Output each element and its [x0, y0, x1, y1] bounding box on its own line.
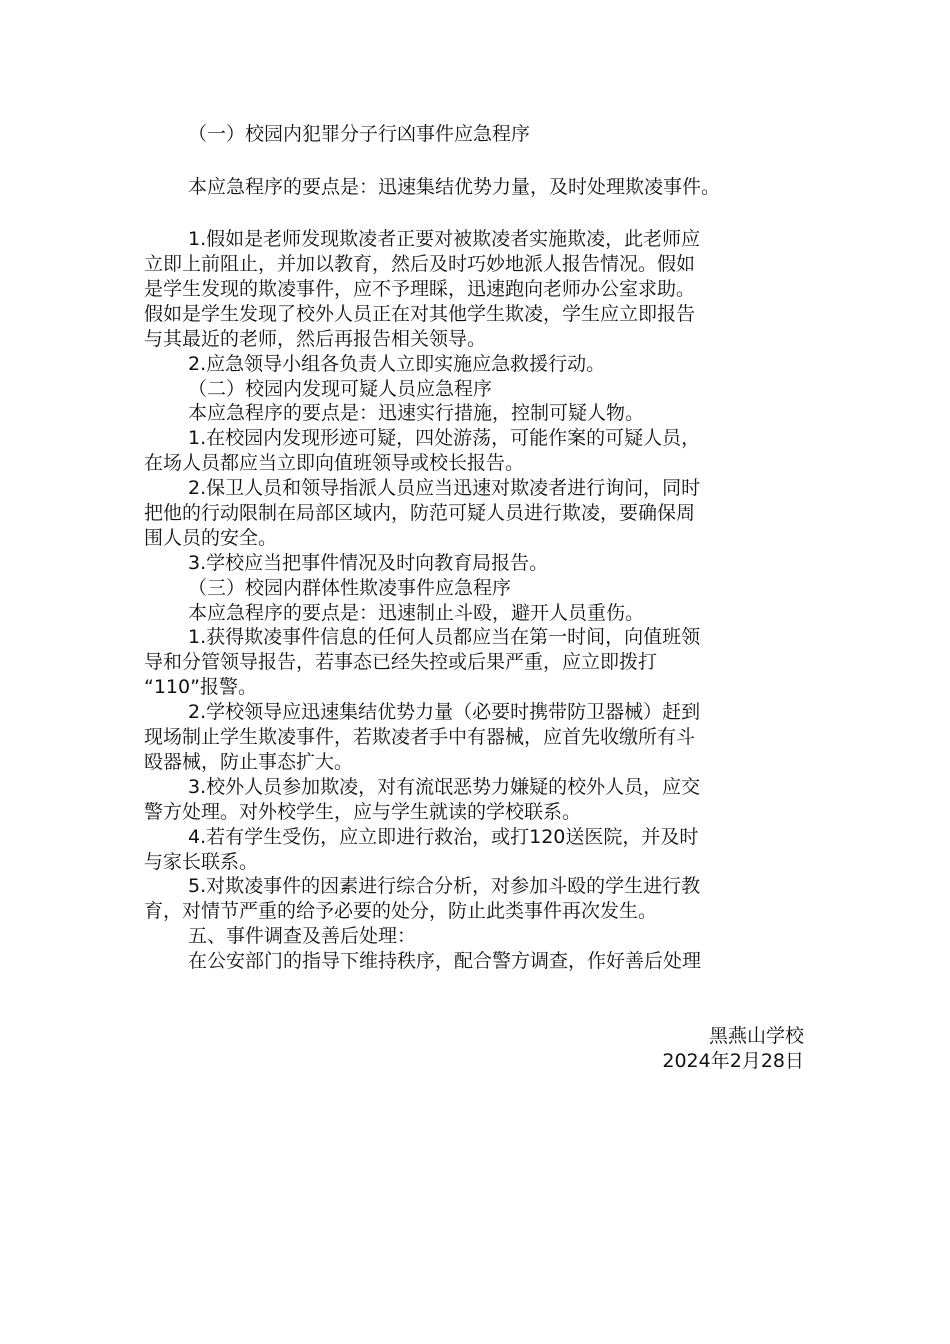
paragraph-line: 与家长联系。: [144, 851, 259, 873]
paragraph-line: 与其最近的老师，然后再报告相关领导。: [144, 328, 487, 350]
paragraph-line: 殴器械，防止事态扩大。: [144, 751, 354, 773]
paragraph-line: 1.获得欺凌事件信息的任何人员都应当在第一时间，向值班领: [188, 626, 701, 648]
section-heading-3: （三）校园内群体性欺凌事件应急程序: [188, 577, 512, 599]
paragraph-line: 2.保卫人员和领导指派人员应当迅速对欺凌者进行询问，同时: [188, 477, 701, 499]
paragraph-line: 导和分管领导报告，若事态已经失控或后果严重，应立即拨打: [144, 651, 658, 673]
paragraph-line: 5.对欺凌事件的因素进行综合分析，对参加斗殴的学生进行教: [188, 875, 701, 897]
section-heading-1: （一）校园内犯罪分子行凶事件应急程序: [188, 123, 531, 145]
signature-date: 2024年2月28日: [662, 1050, 804, 1072]
section-heading-5: 五、事件调查及善后处理：: [188, 925, 417, 947]
paragraph-line: 是学生发现的欺凌事件，应不予理睬，迅速跑向老师办公室求助。: [144, 278, 696, 300]
paragraph-line: 1.在校园内发现形迹可疑，四处游荡，可能作案的可疑人员，: [188, 427, 701, 449]
paragraph-line: 现场制止学生欺凌事件，若欺凌者手中有器械，应首先收缴所有斗: [144, 726, 696, 748]
paragraph-line: 1.假如是老师发现欺凌者正要对被欺凌者实施欺凌，此老师应: [188, 228, 701, 250]
paragraph-line: 2.学校领导应迅速集结优势力量（必要时携带防卫器械）赶到: [188, 701, 701, 723]
paragraph-line: 3.校外人员参加欺凌，对有流氓恶势力嫌疑的校外人员，应交: [188, 776, 701, 798]
section-heading-2: （二）校园内发现可疑人员应急程序: [188, 378, 493, 400]
paragraph-line: 在场人员都应当立即向值班领导或校长报告。: [144, 452, 525, 474]
paragraph-line: 在公安部门的指导下维持秩序，配合警方调查，作好善后处理: [188, 950, 702, 972]
paragraph-line: 2.应急领导小组各负责人立即实施应急救援行动。: [188, 353, 606, 375]
paragraph-line: 育，对情节严重的给予必要的处分，防止此类事件再次发生。: [144, 900, 658, 922]
paragraph-line: 假如是学生发现了校外人员正在对其他学生欺凌，学生应立即报告: [144, 303, 696, 325]
paragraph-line: 把他的行动限制在局部区域内，防范可疑人员进行欺凌，要确保周: [144, 502, 696, 524]
paragraph-line: 3.学校应当把事件情况及时向教育局报告。: [188, 552, 549, 574]
section-1-key-point: 本应急程序的要点是：迅速集结优势力量，及时处理欺凌事件。: [188, 176, 721, 198]
signature-school: 黑燕山学校: [708, 1025, 804, 1047]
paragraph-line: 立即上前阻止，并加以教育，然后及时巧妙地派人报告情况。假如: [144, 253, 696, 275]
paragraph-line: 警方处理。对外校学生，应与学生就读的学校联系。: [144, 801, 582, 823]
section-2-key-point: 本应急程序的要点是：迅速实行措施，控制可疑人物。: [188, 402, 645, 424]
section-3-key-point: 本应急程序的要点是：迅速制止斗殴，避开人员重伤。: [188, 602, 645, 624]
paragraph-line: “110”报警。: [144, 676, 257, 698]
paragraph-line: 围人员的安全。: [144, 527, 278, 549]
paragraph-line: 4.若有学生受伤，应立即进行救治，或打120送医院，并及时: [188, 826, 699, 848]
